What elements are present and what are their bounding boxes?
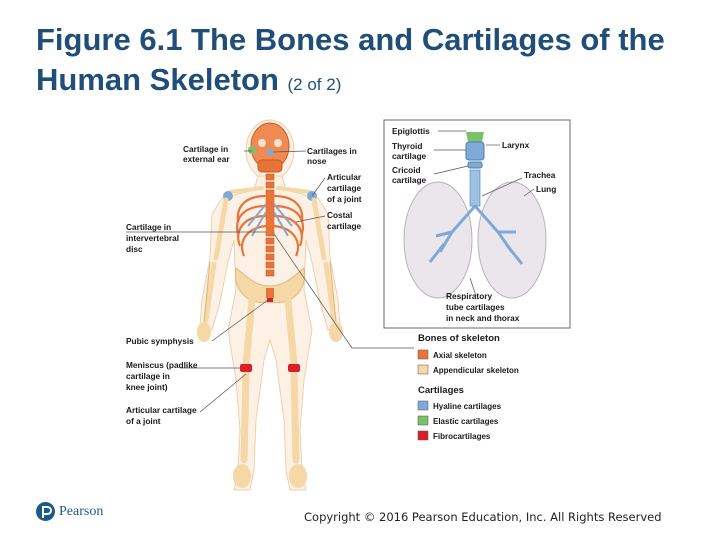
label-costal-cartilage: Costal cartilage	[327, 210, 362, 231]
title-main: Figure 6.1 The Bones and Cartilages of the Human Skeleton	[36, 22, 665, 97]
legend-swatch-axial	[418, 350, 428, 359]
legend-label-hyaline: Hyaline cartilages	[433, 402, 502, 411]
legend-swatch-fibro	[418, 431, 428, 440]
legend-swatch-appendicular	[418, 365, 428, 374]
label-cricoid-cartilage: Cricoid cartilage	[392, 165, 427, 185]
legend	[418, 333, 519, 441]
label-articular-cartilage-upper: Articular cartilage of a joint	[327, 172, 362, 204]
label-lung: Lung	[536, 184, 557, 194]
label-epiglottis: Epiglottis	[392, 126, 430, 136]
nose-cartilage-marker	[267, 149, 273, 155]
label-cartilage-external-ear: Cartilage in external ear	[183, 144, 230, 164]
label-trachea: Trachea	[524, 170, 556, 180]
label-meniscus: Meniscus (padlike cartilage in knee joint)	[126, 360, 198, 392]
legend-label-appendicular: Appendicular skeleton	[433, 366, 519, 375]
copyright-notice: Copyright © 2016 Pearson Education, Inc. All Rights Reserved	[304, 510, 662, 524]
label-intervertebral-disc: Cartilage in intervertebral disc	[126, 222, 180, 254]
label-respiratory-tube: Respiratory tube cartilages in neck and thorax	[446, 291, 520, 323]
epiglottis-shape	[466, 132, 484, 142]
knee-meniscus-right	[288, 364, 300, 372]
title-subtitle: (2 of 2)	[287, 75, 342, 94]
label-pubic-symphysis: Pubic symphysis	[126, 336, 194, 346]
label-articular-cartilage-lower: Articular cartilage of a joint	[126, 405, 197, 426]
label-thyroid-cartilage: Thyroid cartilage	[392, 141, 427, 161]
legend-cartilages-heading: Cartilages	[418, 385, 464, 396]
legend-label-fibro: Fibrocartilages	[433, 432, 491, 441]
ear-cartilage-marker	[248, 146, 256, 154]
knee-meniscus-left	[240, 364, 252, 372]
legend-swatch-elastic	[418, 416, 428, 425]
pearson-logo-text: Pearson	[59, 503, 104, 519]
sternum	[266, 194, 274, 232]
label-cartilages-nose: Cartilages in nose	[307, 146, 357, 166]
legend-bones-heading: Bones of skeleton	[418, 333, 500, 344]
left-lung	[404, 182, 472, 298]
pearson-logo-icon	[36, 502, 55, 521]
legend-label-elastic: Elastic cartilages	[433, 417, 499, 426]
legend-swatch-hyaline	[418, 401, 428, 410]
pearson-logo	[36, 502, 103, 521]
right-lung	[478, 182, 546, 298]
legend-label-axial: Axial skeleton	[433, 351, 487, 360]
label-larynx: Larynx	[502, 140, 530, 150]
trachea-shape	[470, 170, 480, 206]
